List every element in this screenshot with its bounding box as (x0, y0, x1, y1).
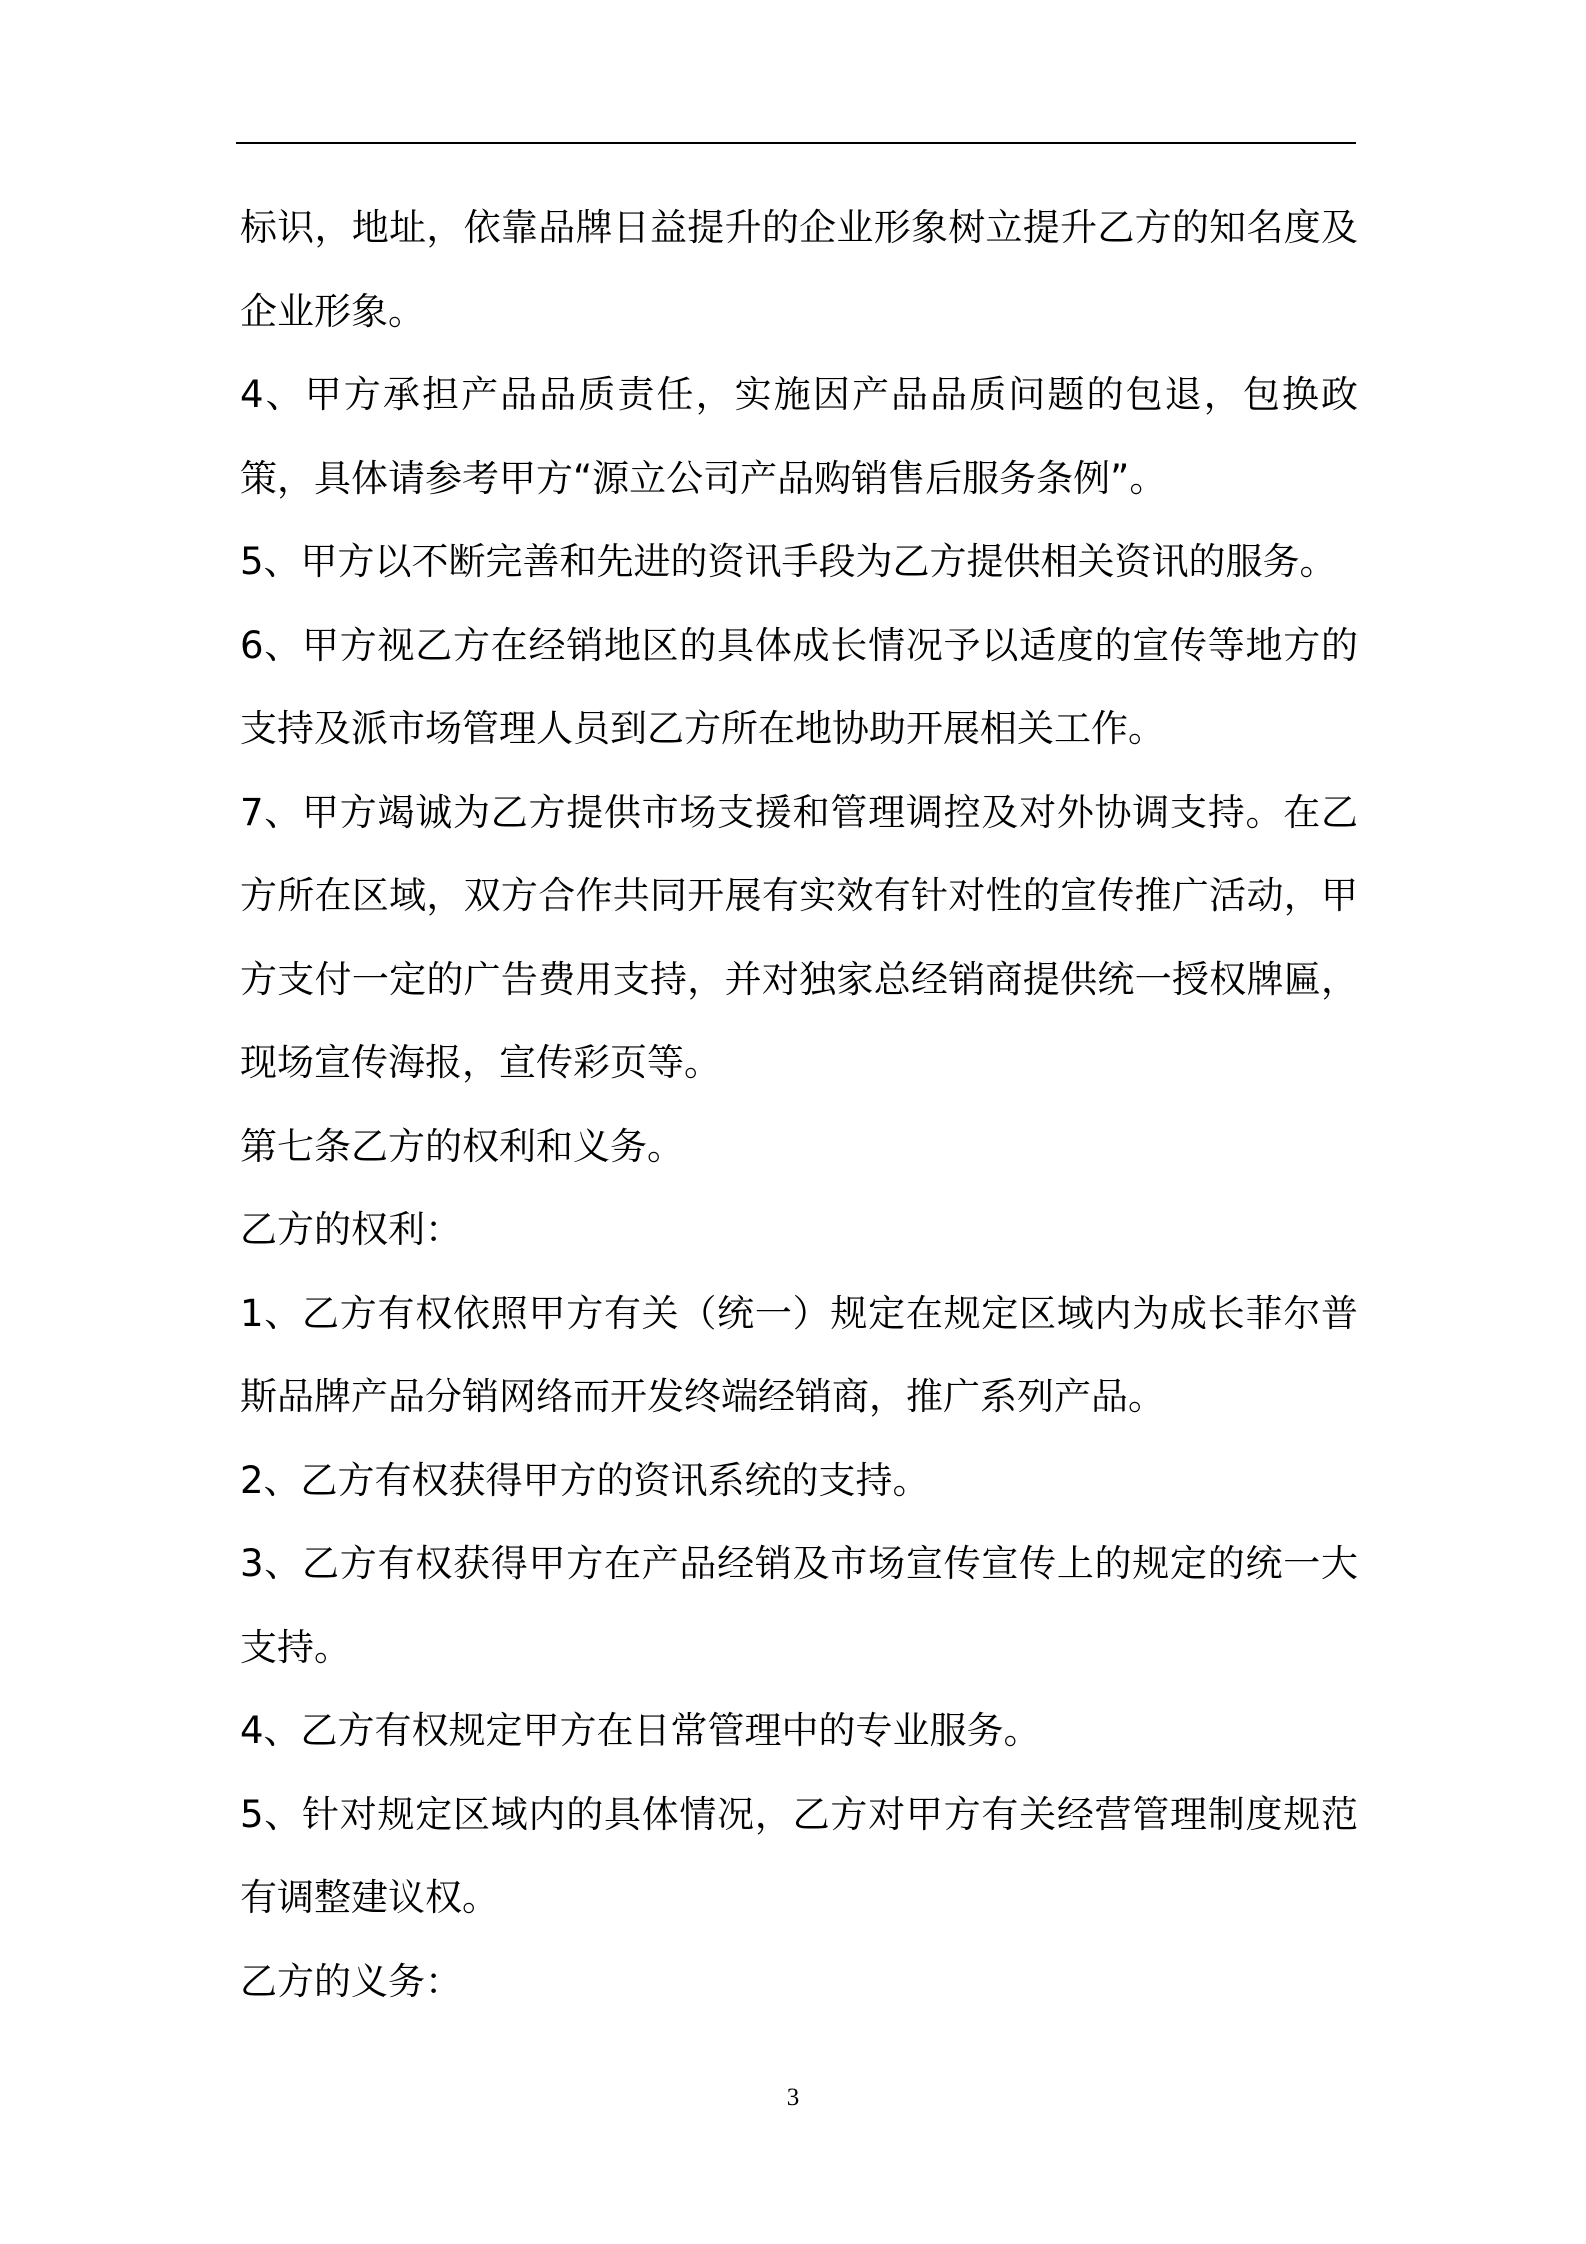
rights-item-3: 3、乙方有权获得甲方在产品经销及市场宣传宣传上的规定的统一大支持。 (240, 1542, 1358, 1669)
article-7-heading: 第七条乙方的权利和义务。 (240, 1124, 684, 1168)
document-body (240, 186, 1358, 2023)
paragraph-continuation: 标识，地址，依靠品牌日益提升的企业形象树立提升乙方的知名度及企业形象。 (240, 206, 1358, 333)
rights-item-2: 2、乙方有权获得甲方的资讯系统的支持。 (240, 1458, 930, 1502)
rights-item-1: 1、乙方有权依照甲方有关（统一）规定在规定区域内为成长菲尔普斯品牌产品分销网络而开发终端经销商，推广系列产品。 (240, 1291, 1358, 1418)
paragraph-item-4: 4、甲方承担产品品质责任，实施因产品品质问题的包退，包换政策，具体请参考甲方“源立公司产品购销售后服务条例”。 (240, 373, 1358, 500)
rights-item-4: 4、乙方有权规定甲方在日常管理中的专业服务。 (240, 1709, 1041, 1752)
header-rule (236, 142, 1356, 144)
paragraph-item-5: 5、甲方以不断完善和先进的资讯手段为乙方提供相关资讯的服务。 (240, 540, 1337, 583)
rights-item-5: 5、针对规定区域内的具体情况，乙方对甲方有关经营管理制度规范有调整建议权。 (240, 1792, 1358, 1919)
rights-heading: 乙方的权利： (240, 1208, 462, 1251)
page-number: 3 (786, 2084, 800, 2111)
paragraph-item-7: 7、甲方竭诚为乙方提供市场支援和管理调控及对外协调支持。在乙方所在区域，双方合作共同开展有实效有针对性的宣传推广活动，甲方支付一定的广告费用支持，并对独家总经销商提供统一授权牌匾，现场宣传海报，宣传彩页等。 (240, 790, 1358, 1084)
obligations-heading: 乙方的义务： (240, 1959, 462, 2003)
paragraph-item-6: 6、甲方视乙方在经销地区的具体成长情况予以适度的宣传等地方的支持及派市场管理人员到乙方所在地协助开展相关工作。 (240, 623, 1358, 750)
